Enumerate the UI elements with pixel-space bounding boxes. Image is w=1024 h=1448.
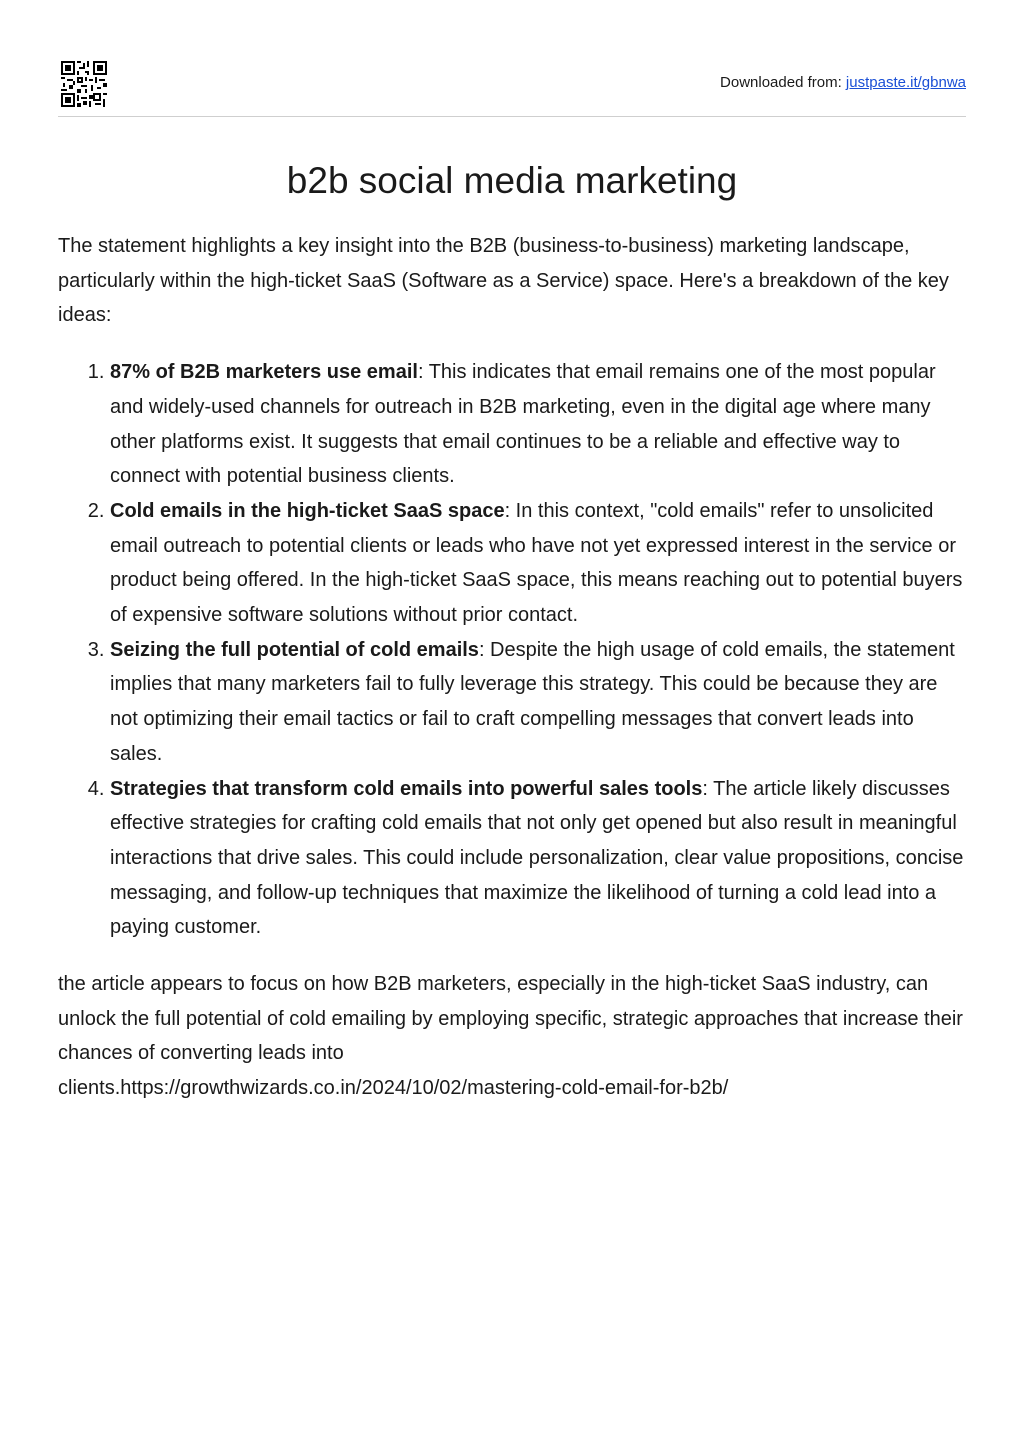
intro-paragraph: The statement highlights a key insight into the B2B (business-to-business) marketing landscape, particularly within the high-ticket SaaS (Software as a Service) space. Here's a breakdown of the key ideas:: [58, 235, 949, 327]
conclusion-text: the article appears to focus on how B2B marketers, especially in the high-ticket SaaS industry, can unlock the full potential of cold emailing by employing specific, strategic approaches that increase their chances of converting leads into: [58, 973, 963, 1065]
document-body: [58, 229, 970, 1106]
list-item-text: : Despite the high usage of cold emails, the statement implies that many marketers fail to fully leverage this strategy. This could be because they are not optimizing their email tactics or fail to craft compelling messages that convert leads into sales.: [110, 638, 955, 765]
list-item-text: : The article likely discusses effective strategies for crafting cold emails that not only get opened but also result in meaningful interactions that drive sales. This could include personalization, clear value propositions, concise messaging, and follow-up techniques that maximize the likelihood of turning a cold lead into a paying customer.: [110, 777, 964, 939]
list-item: [110, 772, 970, 946]
list-item-text: : In this context, "cold emails" refer to unsolicited email outreach to potential clients or leads who have not yet expressed interest in the service or product being offered. In the high-ticket SaaS space, this means reaching out to potential buyers of expensive software solutions without prior contact.: [110, 499, 963, 627]
list-item-text: : This indicates that email remains one of the most popular and widely-used channels for outreach in B2B marketing, even in the digital age where many other platforms exist. It suggests that email continues to be a reliable and effective way to connect with potential business clients.: [110, 361, 936, 488]
downloaded-label: Downloaded from:: [720, 74, 846, 91]
list-item-heading: 87% of B2B marketers use email: [110, 361, 418, 384]
list-item: [110, 633, 970, 772]
list-item: [110, 355, 970, 494]
key-ideas-list: [58, 355, 970, 945]
qr-code-icon: [61, 61, 107, 107]
conclusion-paragraph: [58, 967, 970, 1106]
list-item-heading: Seizing the full potential of cold emails: [110, 638, 479, 661]
source-link[interactable]: justpaste.it/gbnwa: [845, 74, 966, 91]
conclusion-url-text: clients.https://growthwizards.co.in/2024/10/02/mastering-cold-email-for-b2b/: [58, 1077, 729, 1100]
page-title: b2b social media marketing: [286, 160, 738, 201]
header-divider: [58, 116, 966, 117]
downloaded-from: [720, 74, 966, 91]
list-item: [110, 494, 970, 633]
list-item-heading: Strategies that transform cold emails into powerful sales tools: [110, 777, 703, 800]
list-item-heading: Cold emails in the high-ticket SaaS space: [110, 499, 505, 522]
